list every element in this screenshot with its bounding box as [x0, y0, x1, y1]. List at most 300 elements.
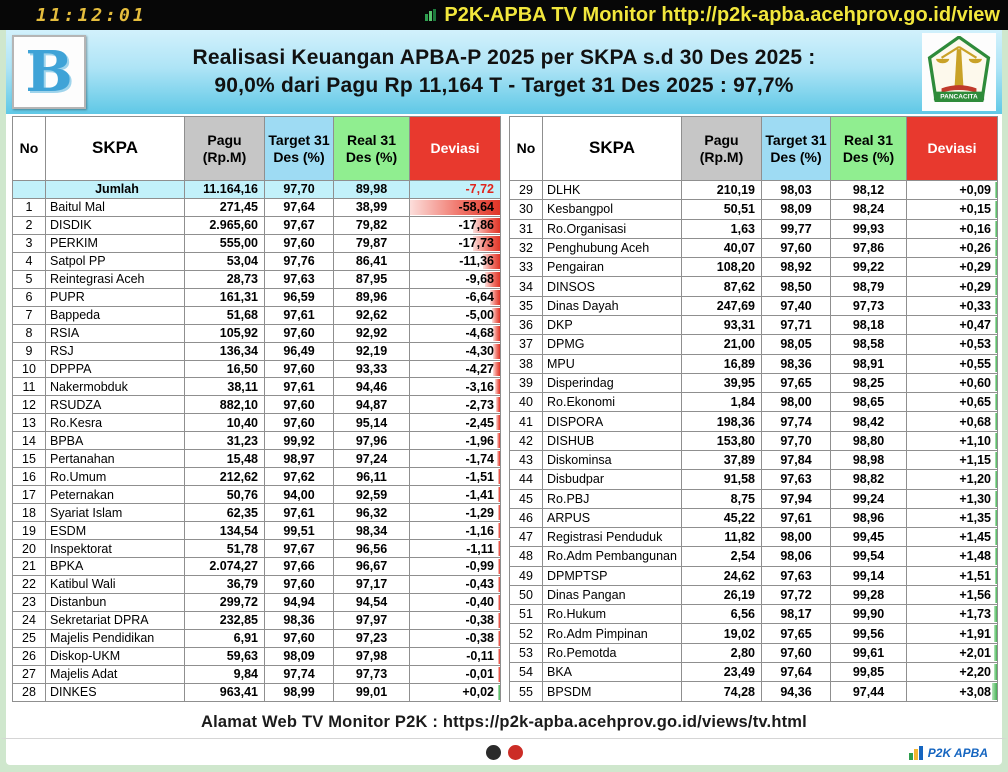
- skpa-name: Majelis Adat: [46, 665, 185, 683]
- target-value: 97,60: [265, 575, 334, 593]
- table-row: [510, 296, 998, 315]
- deviasi-cell: [410, 324, 501, 342]
- target-value: 97,61: [265, 306, 334, 324]
- title-line-2: 90,0% dari Pagu Rp 11,164 T - Target 31 Des 2025 : 97,7%: [214, 74, 794, 97]
- deviasi-cell: [907, 373, 998, 392]
- table-row: [13, 360, 501, 378]
- table-row: [13, 558, 501, 576]
- deviasi-value: +2,01: [959, 645, 991, 660]
- pagu-value: 53,04: [185, 252, 265, 270]
- p2k-brand-label: P2K APBA: [927, 745, 988, 760]
- deviasi-value: +0,55: [959, 356, 991, 371]
- real-value: 94,87: [334, 396, 410, 414]
- p2k-favicon-icon: [424, 8, 438, 22]
- table-row: [510, 643, 998, 662]
- pagu-value: 11,82: [682, 528, 762, 547]
- target-value: 97,61: [265, 378, 334, 396]
- table-row: [510, 181, 998, 200]
- deviasi-value: -0,38: [465, 631, 494, 646]
- skpa-name: DISHUB: [543, 431, 682, 450]
- summary-real: 89,98: [334, 181, 410, 199]
- skpa-name: Sekretariat DPRA: [46, 611, 185, 629]
- table-row: [510, 200, 998, 219]
- deviasi-cell: [410, 665, 501, 683]
- target-value: 96,59: [265, 288, 334, 306]
- table-row: [13, 324, 501, 342]
- target-value: 97,71: [762, 315, 831, 334]
- table-row: [13, 629, 501, 647]
- row-number: 5: [13, 270, 46, 288]
- pagu-value: 555,00: [185, 234, 265, 252]
- real-value: 99,61: [831, 643, 907, 662]
- table-row: [510, 470, 998, 489]
- deviasi-cell: [410, 396, 501, 414]
- digital-clock: 11:12:01: [36, 4, 147, 26]
- deviasi-cell: [410, 288, 501, 306]
- target-value: 97,66: [265, 558, 334, 576]
- target-value: 97,64: [762, 663, 831, 682]
- skpa-name: Reintegrasi Aceh: [46, 270, 185, 288]
- page-header: [0, 30, 1008, 114]
- deviasi-value: +1,35: [959, 510, 991, 525]
- real-value: 92,62: [334, 306, 410, 324]
- deviasi-cell: [907, 335, 998, 354]
- target-value: 97,60: [265, 396, 334, 414]
- real-value: 99,45: [831, 528, 907, 547]
- table-row: [510, 258, 998, 277]
- skpa-name: Pengairan: [543, 258, 682, 277]
- target-value: 97,84: [762, 450, 831, 469]
- real-value: 99,56: [831, 624, 907, 643]
- target-value: 97,60: [265, 324, 334, 342]
- deviasi-value: -1,96: [465, 433, 494, 448]
- skpa-name: RSUDZA: [46, 396, 185, 414]
- skpa-name: Ro.Adm Pembangunan: [543, 547, 682, 566]
- table-row: [13, 198, 501, 216]
- row-number: 9: [13, 342, 46, 360]
- row-number: 43: [510, 450, 543, 469]
- real-value: 97,96: [334, 432, 410, 450]
- real-value: 98,82: [831, 470, 907, 489]
- deviasi-value: +0,47: [959, 318, 991, 333]
- pancacita-crest-box: [922, 33, 996, 111]
- real-value: 95,14: [334, 414, 410, 432]
- deviasi-value: +2,20: [959, 665, 991, 680]
- real-value: 98,24: [831, 200, 907, 219]
- pagu-value: 24,62: [682, 566, 762, 585]
- real-value: 97,17: [334, 575, 410, 593]
- title-line-1: Realisasi Keuangan APBA-P 2025 per SKPA s.d 30 Des 2025 :: [192, 45, 816, 69]
- skpa-name: Ro.Umum: [46, 468, 185, 486]
- real-value: 79,87: [334, 234, 410, 252]
- skpa-name: Kesbangpol: [543, 200, 682, 219]
- bottom-strip: [0, 739, 1008, 771]
- target-value: 97,63: [762, 470, 831, 489]
- table-row: [13, 378, 501, 396]
- table-row: [510, 585, 998, 604]
- col-pagu: Pagu (Rp.M): [185, 117, 265, 181]
- real-value: 97,98: [334, 647, 410, 665]
- table-row: [13, 288, 501, 306]
- target-value: 97,40: [762, 296, 831, 315]
- deviasi-cell: [907, 508, 998, 527]
- target-value: 99,77: [762, 219, 831, 238]
- skpa-name: DPPPA: [46, 360, 185, 378]
- target-value: 97,67: [265, 540, 334, 558]
- row-number: 18: [13, 504, 46, 522]
- table-row: [510, 393, 998, 412]
- deviasi-value: +0,65: [959, 395, 991, 410]
- deviasi-cell: [410, 629, 501, 647]
- pagu-value: 9,84: [185, 665, 265, 683]
- skpa-name: Dinas Pangan: [543, 585, 682, 604]
- pagu-value: 37,89: [682, 450, 762, 469]
- skpa-name: BPSDM: [543, 682, 682, 702]
- target-value: 98,92: [762, 258, 831, 277]
- skpa-name: Ro.Ekonomi: [543, 393, 682, 412]
- skpa-name: Ro.Organisasi: [543, 219, 682, 238]
- pagu-value: 232,85: [185, 611, 265, 629]
- deviasi-cell: [410, 216, 501, 234]
- deviasi-cell: [410, 486, 501, 504]
- row-number: 41: [510, 412, 543, 431]
- row-number: 39: [510, 373, 543, 392]
- target-value: 94,00: [265, 486, 334, 504]
- deviasi-value: -0,40: [465, 595, 494, 610]
- real-value: 98,80: [831, 431, 907, 450]
- real-value: 96,67: [334, 558, 410, 576]
- deviasi-value: -0,99: [465, 559, 494, 574]
- deviasi-cell: [907, 585, 998, 604]
- deviasi-value: +0,29: [959, 260, 991, 275]
- table-row: [13, 611, 501, 629]
- pagu-value: 105,92: [185, 324, 265, 342]
- real-value: 98,25: [831, 373, 907, 392]
- row-number: 30: [510, 200, 543, 219]
- pagu-value: 15,48: [185, 450, 265, 468]
- row-number: 54: [510, 663, 543, 682]
- target-value: 98,06: [762, 547, 831, 566]
- deviasi-value: -58,64: [458, 200, 494, 215]
- row-number: 24: [13, 611, 46, 629]
- real-value: 97,86: [831, 238, 907, 257]
- table-row: [510, 219, 998, 238]
- summary-no: [13, 181, 46, 199]
- table-row: [510, 663, 998, 682]
- skpa-name: BPBA: [46, 432, 185, 450]
- table-row: [13, 342, 501, 360]
- deviasi-cell: [907, 605, 998, 624]
- target-value: 94,94: [265, 593, 334, 611]
- row-number: 10: [13, 360, 46, 378]
- deviasi-value: -0,38: [465, 613, 494, 628]
- table-row: [13, 270, 501, 288]
- deviasi-value: -2,73: [465, 397, 494, 412]
- real-value: 98,91: [831, 354, 907, 373]
- row-number: 38: [510, 354, 543, 373]
- pagu-value: 39,95: [682, 373, 762, 392]
- deviasi-cell: [907, 470, 998, 489]
- deviasi-value: +0,09: [959, 183, 991, 198]
- deviasi-value: +1,56: [959, 588, 991, 603]
- skpa-name: Inspektorat: [46, 540, 185, 558]
- pagu-value: 36,79: [185, 575, 265, 593]
- deviasi-value: +0,02: [462, 685, 494, 700]
- pancacita-crest-label: PANCACITA: [940, 93, 978, 101]
- pagu-value: 134,54: [185, 522, 265, 540]
- pagu-value: 2,80: [682, 643, 762, 662]
- target-value: 99,92: [265, 432, 334, 450]
- col-skpa: SKPA: [543, 117, 682, 181]
- target-value: 98,99: [265, 683, 334, 701]
- table-row: [510, 450, 998, 469]
- deviasi-cell: [907, 315, 998, 334]
- real-value: 97,24: [334, 450, 410, 468]
- col-no: No: [13, 117, 46, 181]
- table-row: [13, 683, 501, 701]
- deviasi-value: -1,74: [465, 451, 494, 466]
- table-row: [13, 540, 501, 558]
- real-value: 98,42: [831, 412, 907, 431]
- col-real: Real 31 Des (%): [831, 117, 907, 181]
- pagu-value: 247,69: [682, 296, 762, 315]
- real-value: 98,65: [831, 393, 907, 412]
- deviasi-cell: [907, 450, 998, 469]
- table-row: [13, 414, 501, 432]
- row-number: 52: [510, 624, 543, 643]
- table-row: [510, 354, 998, 373]
- deviasi-value: +3,08: [959, 684, 991, 699]
- skpa-name: DINSOS: [543, 277, 682, 296]
- target-value: 98,50: [762, 277, 831, 296]
- skpa-name: RSIA: [46, 324, 185, 342]
- row-number: 22: [13, 575, 46, 593]
- real-value: 98,18: [831, 315, 907, 334]
- real-value: 87,95: [334, 270, 410, 288]
- pagu-value: 59,63: [185, 647, 265, 665]
- row-number: 49: [510, 566, 543, 585]
- real-value: 86,41: [334, 252, 410, 270]
- real-value: 96,56: [334, 540, 410, 558]
- pagu-value: 108,20: [682, 258, 762, 277]
- real-value: 92,59: [334, 486, 410, 504]
- pagu-value: 21,00: [682, 335, 762, 354]
- row-number: 14: [13, 432, 46, 450]
- skpa-name: Satpol PP: [46, 252, 185, 270]
- deviasi-cell: [907, 277, 998, 296]
- target-value: 98,36: [762, 354, 831, 373]
- deviasi-value: +0,16: [959, 221, 991, 236]
- pagu-value: 136,34: [185, 342, 265, 360]
- deviasi-cell: [410, 432, 501, 450]
- row-number: 40: [510, 393, 543, 412]
- deviasi-cell: [410, 504, 501, 522]
- real-value: 38,99: [334, 198, 410, 216]
- real-value: 97,23: [334, 629, 410, 647]
- pagu-value: 87,62: [682, 277, 762, 296]
- deviasi-cell: [410, 198, 501, 216]
- deviasi-cell: [410, 378, 501, 396]
- real-value: 92,92: [334, 324, 410, 342]
- deviasi-cell: [907, 566, 998, 585]
- table-row: [510, 508, 998, 527]
- row-number: 6: [13, 288, 46, 306]
- real-value: 79,82: [334, 216, 410, 234]
- b-logo: [12, 35, 86, 109]
- deviasi-value: +1,73: [959, 607, 991, 622]
- footer-address-bar: [0, 706, 1008, 739]
- table-row: [13, 306, 501, 324]
- deviasi-cell: [410, 234, 501, 252]
- skpa-name: Nakermobduk: [46, 378, 185, 396]
- real-value: 94,54: [334, 593, 410, 611]
- row-number: 15: [13, 450, 46, 468]
- skpa-name: Ro.Hukum: [543, 605, 682, 624]
- deviasi-cell: [907, 219, 998, 238]
- table-row: [13, 396, 501, 414]
- skpa-name: Baitul Mal: [46, 198, 185, 216]
- deviasi-value: -1,16: [465, 523, 494, 538]
- row-number: 55: [510, 682, 543, 702]
- pagu-value: 271,45: [185, 198, 265, 216]
- col-target: Target 31 Des (%): [762, 117, 831, 181]
- col-no: No: [510, 117, 543, 181]
- deviasi-cell: [410, 522, 501, 540]
- deviasi-cell: [907, 489, 998, 508]
- real-value: 98,96: [831, 508, 907, 527]
- deviasi-value: +0,33: [959, 298, 991, 313]
- table-row: [510, 431, 998, 450]
- row-number: 31: [510, 219, 543, 238]
- real-value: 97,73: [334, 665, 410, 683]
- table-row: [510, 566, 998, 585]
- skpa-name: Peternakan: [46, 486, 185, 504]
- table-row: [510, 335, 998, 354]
- table-row: [13, 665, 501, 683]
- real-value: 99,93: [831, 219, 907, 238]
- deviasi-cell: [410, 647, 501, 665]
- pagu-value: 26,19: [682, 585, 762, 604]
- row-number: 8: [13, 324, 46, 342]
- deviasi-cell: [410, 450, 501, 468]
- target-value: 97,60: [265, 360, 334, 378]
- target-value: 98,03: [762, 181, 831, 200]
- pagu-value: 74,28: [682, 682, 762, 702]
- target-value: 97,65: [762, 373, 831, 392]
- deviasi-value: -1,51: [465, 469, 494, 484]
- row-number: 29: [510, 181, 543, 200]
- summary-row: [13, 181, 501, 199]
- pagu-value: 963,41: [185, 683, 265, 701]
- deviasi-cell: [410, 306, 501, 324]
- row-number: 48: [510, 547, 543, 566]
- deviasi-value: +0,26: [959, 240, 991, 255]
- skpa-name: BPKA: [46, 558, 185, 576]
- deviasi-value: -4,30: [465, 344, 494, 359]
- carousel-dot-red[interactable]: [508, 745, 523, 760]
- row-number: 46: [510, 508, 543, 527]
- table-row: [510, 315, 998, 334]
- skpa-name: Diskominsa: [543, 450, 682, 469]
- real-value: 99,28: [831, 585, 907, 604]
- col-deviasi: Deviasi: [410, 117, 501, 181]
- row-number: 37: [510, 335, 543, 354]
- deviasi-value: +1,51: [959, 568, 991, 583]
- top-status-bar: [0, 0, 1008, 30]
- row-number: 34: [510, 277, 543, 296]
- carousel-dot-black[interactable]: [486, 745, 501, 760]
- deviasi-cell: [410, 593, 501, 611]
- row-number: 4: [13, 252, 46, 270]
- table-row: [13, 252, 501, 270]
- table-row: [13, 575, 501, 593]
- target-value: 98,09: [265, 647, 334, 665]
- target-value: 98,09: [762, 200, 831, 219]
- row-number: 44: [510, 470, 543, 489]
- skpa-name: DPMG: [543, 335, 682, 354]
- col-deviasi: Deviasi: [907, 117, 998, 181]
- target-value: 97,76: [265, 252, 334, 270]
- pagu-value: 198,36: [682, 412, 762, 431]
- skpa-name: DPMPTSP: [543, 566, 682, 585]
- target-value: 97,60: [265, 414, 334, 432]
- deviasi-value: -5,00: [465, 308, 494, 323]
- pagu-value: 19,02: [682, 624, 762, 643]
- row-number: 20: [13, 540, 46, 558]
- skpa-table-left: [12, 116, 501, 702]
- deviasi-value: -6,64: [465, 290, 494, 305]
- deviasi-cell: [410, 342, 501, 360]
- pagu-value: 16,50: [185, 360, 265, 378]
- deviasi-value: +0,29: [959, 279, 991, 294]
- deviasi-cell: [907, 624, 998, 643]
- skpa-name: PUPR: [46, 288, 185, 306]
- real-value: 99,85: [831, 663, 907, 682]
- deviasi-cell: [907, 431, 998, 450]
- pagu-value: 6,91: [185, 629, 265, 647]
- target-value: 97,60: [265, 629, 334, 647]
- deviasi-cell: [410, 558, 501, 576]
- summary-target: 97,70: [265, 181, 334, 199]
- table-row: [510, 682, 998, 702]
- real-value: 98,58: [831, 335, 907, 354]
- pagu-value: 28,73: [185, 270, 265, 288]
- real-value: 98,34: [334, 522, 410, 540]
- pagu-value: 50,51: [682, 200, 762, 219]
- pagu-value: 1,63: [682, 219, 762, 238]
- deviasi-cell: [907, 663, 998, 682]
- table-row: [510, 605, 998, 624]
- row-number: 23: [13, 593, 46, 611]
- row-number: 36: [510, 315, 543, 334]
- table-row: [510, 412, 998, 431]
- pagu-value: 2,54: [682, 547, 762, 566]
- col-real: Real 31 Des (%): [334, 117, 410, 181]
- deviasi-value: -17,73: [458, 236, 494, 251]
- skpa-name: Penghubung Aceh: [543, 238, 682, 257]
- table-row: [510, 528, 998, 547]
- skpa-table-right: [509, 116, 998, 702]
- pagu-value: 1,84: [682, 393, 762, 412]
- row-number: 19: [13, 522, 46, 540]
- deviasi-value: -3,16: [465, 379, 494, 394]
- pagu-value: 45,22: [682, 508, 762, 527]
- pancacita-crest-icon: [926, 36, 992, 108]
- pagu-value: 51,68: [185, 306, 265, 324]
- table-row: [510, 238, 998, 257]
- deviasi-value: +1,48: [959, 549, 991, 564]
- table-row: [13, 234, 501, 252]
